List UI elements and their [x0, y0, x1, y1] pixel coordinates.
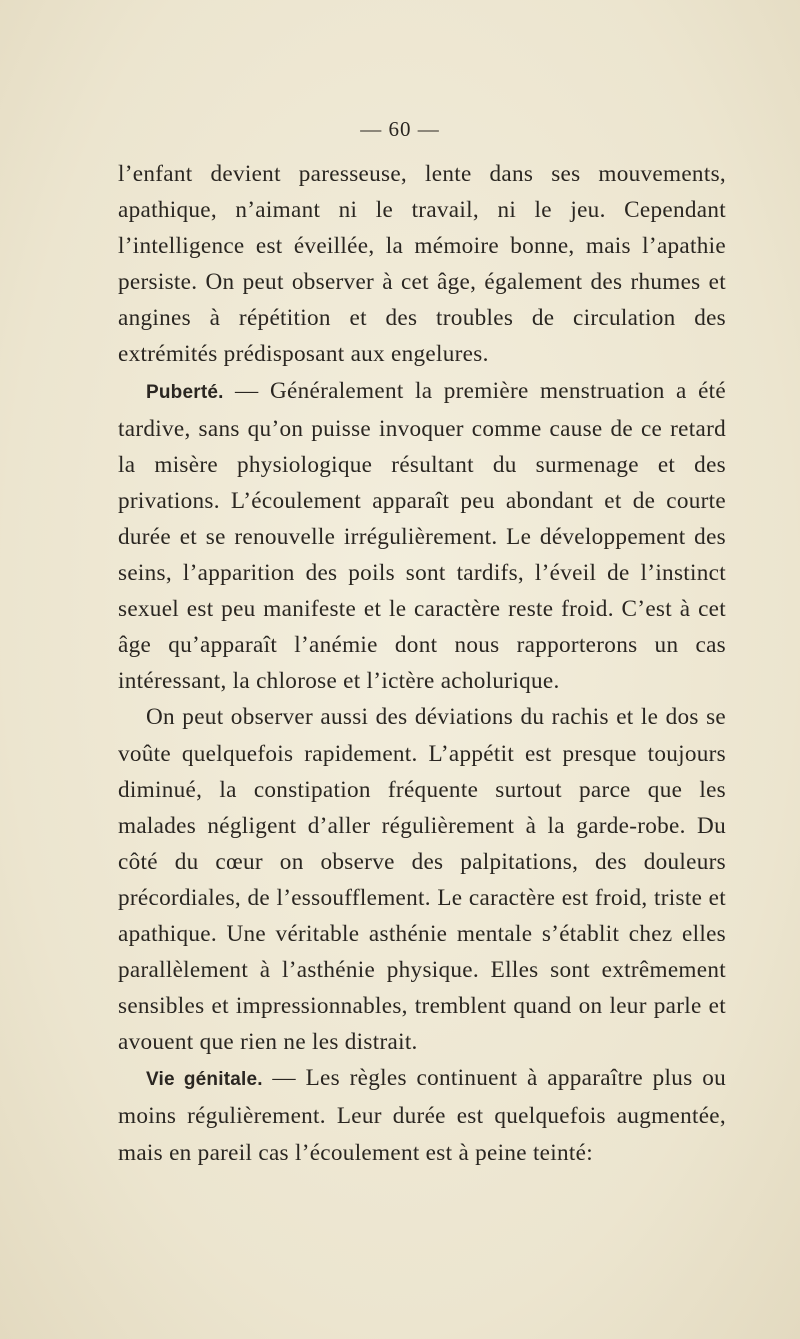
paragraph-vie-genitale-text: — Les règles continuent à apparaître plus ou moins régulièrement. Leur durée est quelquefois augmentée, mais en pareil cas l’écoulement est à peine teinté:	[118, 1065, 726, 1166]
paragraph-puberte	[118, 373, 726, 700]
body-text	[118, 156, 726, 1171]
page-number: — 60 —	[360, 117, 440, 141]
section-heading-puberte: Puberté.	[146, 381, 224, 403]
paragraph-symptoms: On peut observer aussi des déviations du rachis et le dos se voûte quelquefois rapidement. L’appétit est presque toujours diminué, la constipation fréquente surtout parce que les malades négligent d’aller régulièrement à la garde-robe. Du côté du cœur on observe des palpitations, des douleurs précordiales, de l’essoufflement. Le caractère est froid, triste et apathique. Une véritable asthénie mentale s’établit chez elles parallèlement à l’asthénie physique. Elles sont extrêmement sensibles et impressionnables, tremblent quand on leur parle et avouent que rien ne les distrait.	[118, 704, 726, 1056]
section-heading-vie-genitale: Vie génitale.	[146, 1069, 263, 1091]
paragraph-intro: l’enfant devient paresseuse, lente dans ses mouvements, apathique, n’aimant ni le travail, ni le jeu. Cependant l’intelligence est éveillée, la mémoire bonne, mais l’apathie persiste. On peut observer à cet âge, également des rhumes et angines à répétition et des troubles de circulation des extrémités prédisposant aux engelures.	[118, 161, 726, 368]
paragraph-puberte-text: — Généralement la première menstruation a été tardive, sans qu’on puisse invoquer comme cause de ce retard la misère physiologique résultant du surmenage et des privations. L’écoulement apparaît peu abondant et de courte durée et se renouvelle irrégulièrement. Le développement des seins, l’apparition des poils sont tardifs, l’éveil de l’instinct sexuel est peu manifeste et le caractère reste froid. C’est à cet âge qu’apparaît l’anémie dont nous rapporterons un cas intéressant, la chlorose et l’ictère acholurique.	[118, 377, 726, 695]
paragraph-vie-genitale	[118, 1060, 726, 1170]
